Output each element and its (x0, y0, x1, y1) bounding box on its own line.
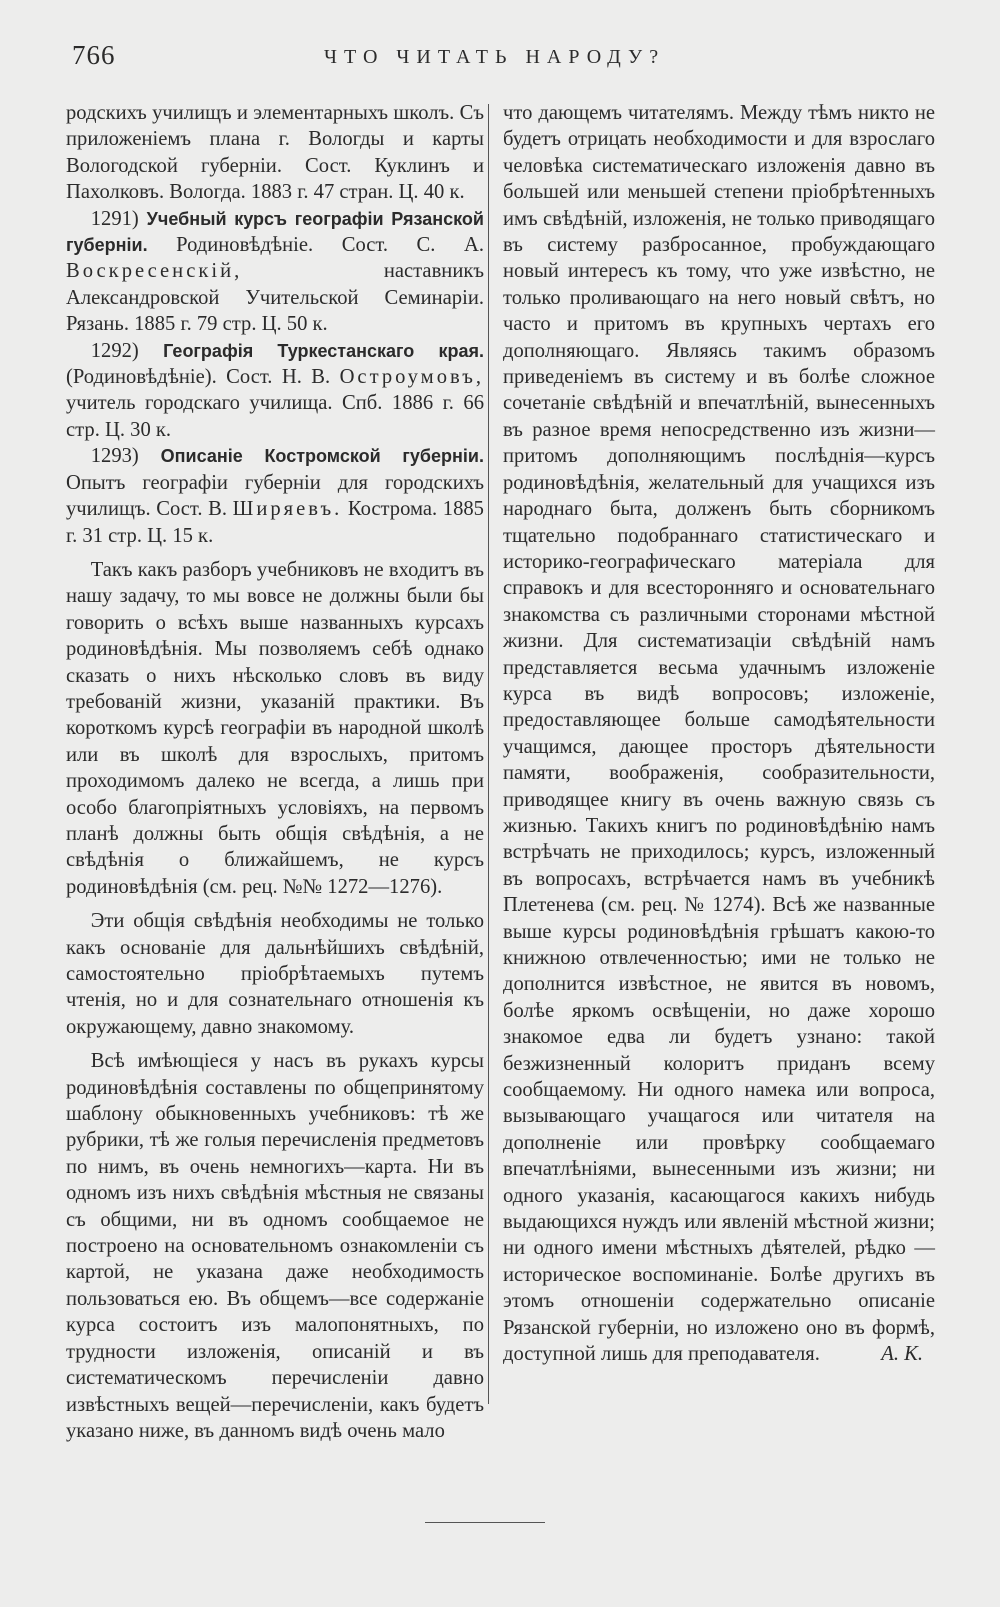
entry-text: наставникъ Александровской Учительской Семинаріи. Рязань. 1885 г. 79 стр. Ц. 50 к. (66, 260, 484, 336)
body-paragraph: Такъ какъ разборъ учебниковъ не входитъ въ нашу задачу, то мы вовсе не должны были бы говорить о всѣхъ выше названныхъ курсахъ родиновѣдѣнія. Мы позволяемъ себѣ однако сказать о нихъ нѣсколько словъ въ виду требованій жизни, указаній практики. Въ короткомъ курсѣ географіи въ народной школѣ или въ школѣ для взрослыхъ, притомъ проходимомъ далеко не всегда, а лишь при особо благопріятныхъ условіяхъ, на первомъ планѣ должны быть общія свѣдѣнія, а не свѣдѣнія о ближайшемъ, не курсъ родиновѣдѣнія (см. рец. №№ 1272—1276). (66, 558, 484, 898)
running-title: ЧТО ЧИТАТЬ НАРОДУ? (324, 46, 666, 68)
page-number: 766 (72, 40, 116, 70)
entry-number: 1291) (90, 207, 139, 230)
entry-1291 (66, 206, 484, 338)
entry-number: 1293) (90, 445, 139, 468)
author-signature: А. К. (881, 1343, 923, 1366)
left-column (66, 100, 484, 1444)
entry-text: (Родиновѣдѣніе). Сост. Н. В. (66, 366, 331, 389)
footer-rule (425, 1522, 545, 1523)
entry-text: Кострома. 1885 г. 31 стр. Ц. 15 к. (66, 498, 484, 547)
column-divider (488, 104, 489, 1404)
page-header (72, 40, 952, 80)
entry-1293 (66, 443, 484, 549)
entry-title: Учебный курсъ географіи Рязанской губерніи. (66, 208, 484, 256)
body-paragraph (503, 100, 935, 1368)
entry-text: Опытъ географіи губерніи для городскихъ училищъ. Сост. В. (66, 471, 484, 521)
entry-author: Ширяевъ. (232, 498, 343, 521)
entry-author: Воскресенскій, (66, 260, 243, 283)
entry-1292 (66, 338, 484, 444)
right-column (503, 100, 935, 1368)
body-paragraph: Эти общія свѣдѣнія необходимы не только какъ основаніе для дальнѣйшихъ свѣдѣній, самостоятельно пріобрѣтаемыхъ путемъ чтенія, но и для сознательнаго отношенія къ окружающему, давно знакомому. (66, 910, 484, 1038)
body-paragraph: Всѣ имѣющіеся у насъ въ рукахъ курсы родиновѣдѣнія составлены по общепринятому шаблону обыкновенныхъ учебниковъ: тѣ же рубрики, тѣ же голыя перечисленія предметовъ по нимъ, въ очень немногихъ—карта. Ни въ одномъ изъ нихъ свѣдѣнія мѣстныя не связаны съ общими, ни въ одномъ сообщаемое не построено на основательномъ ознакомленіи съ картой, не указана даже необходимость пользоваться ею. Въ общемъ—все содержаніе курса состоитъ изъ малопонятныхъ, по трудности изложенія, описаній и въ систематическомъ перечисленіи давно извѣстныхъ вещей—перечисленіи, какъ будетъ указано ниже, въ данномъ видѣ очень мало (66, 1050, 484, 1442)
entry-number: 1292) (90, 339, 139, 362)
entry-text: учитель городскаго училища. Спб. 1886 г. 66 стр. Ц. 30 к. (66, 392, 484, 441)
entry-title: Географія Туркестанскаго края. (163, 340, 484, 361)
entry-title: Описаніе Костромской губерніи. (160, 446, 484, 467)
paragraph-vologda-entry: родскихъ училищъ и элементарныхъ школъ. Съ приложеніемъ плана г. Вологды и карты Вологодской губерніи. Сост. Куклинъ и Пахолковъ. Вологда. 1883 г. 47 стран. Ц. 40 к. (66, 102, 484, 204)
entry-text: Родиновѣдѣніе. Сост. С. А. (176, 234, 484, 257)
body-text: что дающемъ читателямъ. Между тѣмъ никто не будетъ отрицать необходимости и для взрослаго человѣка систематическаго изложенія давно въ большей или меньшей степени пріобрѣтенныхъ имъ свѣдѣній, изложенія, не только приводящаго въ систему разбросанное, пробуждающаго новый интересъ къ тому, что уже извѣстно, не только проливающаго на него новый свѣтъ, но часто и притомъ въ крупныхъ чертахъ его дополняющаго. Являясь такимъ образомъ приведеніемъ въ систему и въ болѣе сложное сочетаніе свѣдѣній и впечатлѣній, вынесенныхъ въ разное время непосредственно изъ жизни—притомъ дополняющимъ послѣднія—курсъ родиновѣдѣнія, желательный для учащихся изъ народнаго быта, долженъ быть сборникомъ тщательно подобраннаго статистическаго и историко-географическаго матеріала для справокъ и для всесторонняго и основательнаго знакомства съ различными сторонами мѣстной жизни. Для систематизаціи свѣдѣній намъ представляется весьма удачнымъ изложеніе курса въ видѣ вопросовъ; изложеніе, предоставляющее больше самодѣятельности учащимся, дающее просторъ дѣятельности памяти, воображенія, сообразительности, приводящее книгу въ очень важную связь съ жизнью. Такихъ книгъ по родиновѣдѣнію намъ встрѣчать не приходилось; курсъ, изложенный въ вопросахъ, встрѣчается намъ въ учебникѣ Плетенева (см. рец. № 1274). Всѣ же названные выше курсы родиновѣдѣнія грѣшатъ какою-то книжною отвлеченностью; ими не только не дополнится извѣстное, не явится въ новомъ, болѣе яркомъ освѣщеніи, но даже хорошо знакомое едва ли будетъ узнано: такой безжизненный колоритъ приданъ всему сообщаемому. Ни одного намека или вопроса, вызывающаго учащагося или читателя на дополненіе или провѣрку сообщаемаго впечатлѣніями, вынесенными изъ жизни; ни одного указанія, касающагося какихъ нибудь выдающихся нуждъ или явленій мѣстной жизни; ни одного имени мѣстныхъ дѣятелей, рѣдко — историческое воспоминаніе. Болѣе другихъ въ этомъ отношеніи содержательно описаніе Рязанской губерніи, но изложено оно въ формѣ, доступной лишь для преподавателя. (503, 102, 935, 1366)
entry-author: Остроумовъ, (339, 366, 484, 389)
